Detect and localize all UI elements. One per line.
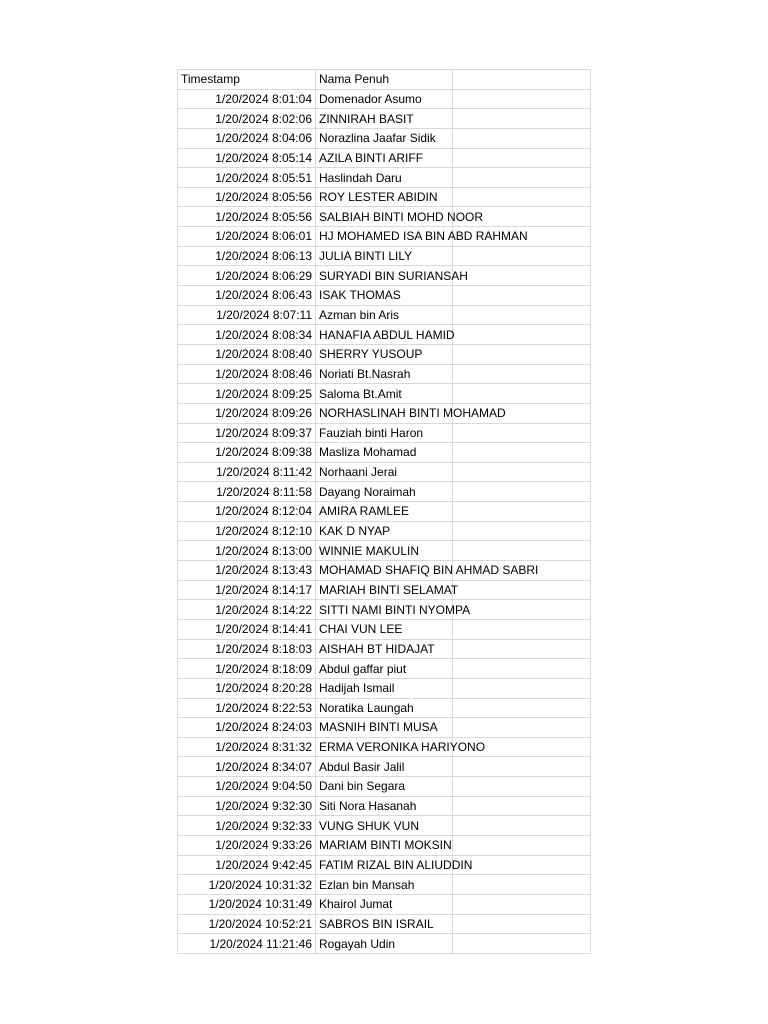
name-cell: Haslindah Daru bbox=[316, 168, 453, 188]
name-cell: Hadijah Ismail bbox=[316, 678, 453, 698]
empty-cell bbox=[453, 894, 591, 914]
timestamp-cell: 1/20/2024 8:07:11 bbox=[178, 305, 316, 325]
timestamp-cell: 1/20/2024 8:11:42 bbox=[178, 462, 316, 482]
timestamp-cell: 1/20/2024 8:24:03 bbox=[178, 718, 316, 738]
timestamp-cell: 1/20/2024 8:06:13 bbox=[178, 246, 316, 266]
empty-cell bbox=[453, 541, 591, 561]
empty-cell bbox=[453, 89, 591, 109]
name-cell: Noriati Bt.Nasrah bbox=[316, 364, 453, 384]
table-row bbox=[178, 619, 591, 639]
timestamp-cell: 1/20/2024 8:11:58 bbox=[178, 482, 316, 502]
empty-cell bbox=[453, 698, 591, 718]
table-row bbox=[178, 423, 591, 443]
empty-cell bbox=[453, 934, 591, 954]
table-row bbox=[178, 639, 591, 659]
timestamp-cell: 1/20/2024 11:21:46 bbox=[178, 934, 316, 954]
timestamp-cell: 1/20/2024 8:13:00 bbox=[178, 541, 316, 561]
table-row bbox=[178, 698, 591, 718]
name-cell: ISAK THOMAS bbox=[316, 286, 453, 306]
timestamp-cell: 1/20/2024 8:14:17 bbox=[178, 580, 316, 600]
name-cell: Dayang Noraimah bbox=[316, 482, 453, 502]
timestamp-cell: 1/20/2024 9:32:33 bbox=[178, 816, 316, 836]
name-cell: SHERRY YUSOUP bbox=[316, 344, 453, 364]
name-cell: Saloma Bt.Amit bbox=[316, 384, 453, 404]
table-row bbox=[178, 344, 591, 364]
empty-cell bbox=[453, 286, 591, 306]
table-row bbox=[178, 934, 591, 954]
table-row bbox=[178, 148, 591, 168]
table-row bbox=[178, 894, 591, 914]
table-row bbox=[178, 521, 591, 541]
name-cell: CHAI VUN LEE bbox=[316, 619, 453, 639]
table-row bbox=[178, 109, 591, 129]
timestamp-cell: 1/20/2024 9:42:45 bbox=[178, 855, 316, 875]
timestamp-cell: 1/20/2024 8:18:09 bbox=[178, 659, 316, 679]
table-row bbox=[178, 600, 591, 620]
empty-cell bbox=[453, 109, 591, 129]
timestamp-cell: 1/20/2024 8:06:29 bbox=[178, 266, 316, 286]
name-cell: Khairol Jumat bbox=[316, 894, 453, 914]
name-cell: NORHASLINAH BINTI MOHAMAD bbox=[316, 403, 453, 423]
table-row bbox=[178, 443, 591, 463]
table-row bbox=[178, 227, 591, 247]
timestamp-cell: 1/20/2024 8:08:40 bbox=[178, 344, 316, 364]
empty-cell bbox=[453, 600, 591, 620]
timestamp-cell: 1/20/2024 8:06:43 bbox=[178, 286, 316, 306]
name-cell: Norazlina Jaafar Sidik bbox=[316, 128, 453, 148]
name-cell: Noratika Laungah bbox=[316, 698, 453, 718]
name-cell: WINNIE MAKULIN bbox=[316, 541, 453, 561]
empty-cell bbox=[453, 718, 591, 738]
table-row bbox=[178, 403, 591, 423]
empty-cell bbox=[453, 482, 591, 502]
table-row bbox=[178, 718, 591, 738]
name-cell: AZILA BINTI ARIFF bbox=[316, 148, 453, 168]
timestamp-cell: 1/20/2024 8:12:10 bbox=[178, 521, 316, 541]
empty-cell bbox=[453, 659, 591, 679]
table-row bbox=[178, 168, 591, 188]
table-row bbox=[178, 777, 591, 797]
header-row bbox=[178, 70, 591, 90]
table-body bbox=[178, 70, 591, 954]
timestamp-cell: 1/20/2024 8:05:14 bbox=[178, 148, 316, 168]
empty-cell bbox=[453, 678, 591, 698]
empty-cell bbox=[453, 246, 591, 266]
table-row bbox=[178, 502, 591, 522]
empty-cell bbox=[453, 835, 591, 855]
timestamp-cell: 1/20/2024 9:32:30 bbox=[178, 796, 316, 816]
name-cell: Domenador Asumo bbox=[316, 89, 453, 109]
empty-cell bbox=[453, 384, 591, 404]
timestamp-cell: 1/20/2024 8:08:46 bbox=[178, 364, 316, 384]
table-row bbox=[178, 541, 591, 561]
table-row bbox=[178, 796, 591, 816]
name-cell: SITTI NAMI BINTI NYOMPA bbox=[316, 600, 453, 620]
empty-cell bbox=[453, 423, 591, 443]
name-cell: ERMA VERONIKA HARIYONO bbox=[316, 737, 453, 757]
timestamp-cell: 1/20/2024 8:08:34 bbox=[178, 325, 316, 345]
timestamp-cell: 1/20/2024 8:09:26 bbox=[178, 403, 316, 423]
timestamp-cell: 1/20/2024 8:09:37 bbox=[178, 423, 316, 443]
name-cell: SURYADI BIN SURIANSAH bbox=[316, 266, 453, 286]
name-cell: SABROS BIN ISRAIL bbox=[316, 914, 453, 934]
spreadsheet-table bbox=[177, 69, 591, 954]
empty-cell bbox=[453, 639, 591, 659]
empty-cell bbox=[453, 344, 591, 364]
name-cell: VUNG SHUK VUN bbox=[316, 816, 453, 836]
timestamp-cell: 1/20/2024 8:12:04 bbox=[178, 502, 316, 522]
empty-cell bbox=[453, 266, 591, 286]
timestamp-cell: 1/20/2024 8:01:04 bbox=[178, 89, 316, 109]
name-cell: HJ MOHAMED ISA BIN ABD RAHMAN bbox=[316, 227, 453, 247]
empty-cell bbox=[453, 914, 591, 934]
timestamp-cell: 1/20/2024 8:14:41 bbox=[178, 619, 316, 639]
table-row bbox=[178, 855, 591, 875]
timestamp-cell: 1/20/2024 8:18:03 bbox=[178, 639, 316, 659]
table-row bbox=[178, 580, 591, 600]
table-row bbox=[178, 286, 591, 306]
name-cell: Ezlan bin Mansah bbox=[316, 875, 453, 895]
name-cell: Siti Nora Hasanah bbox=[316, 796, 453, 816]
timestamp-cell: 1/20/2024 8:09:38 bbox=[178, 443, 316, 463]
empty-cell bbox=[453, 305, 591, 325]
table-row bbox=[178, 561, 591, 581]
header-name: Nama Penuh bbox=[316, 70, 453, 90]
empty-cell bbox=[453, 855, 591, 875]
timestamp-cell: 1/20/2024 8:09:25 bbox=[178, 384, 316, 404]
table-row bbox=[178, 89, 591, 109]
timestamp-cell: 1/20/2024 8:05:56 bbox=[178, 187, 316, 207]
table-row bbox=[178, 128, 591, 148]
timestamp-cell: 1/20/2024 8:06:01 bbox=[178, 227, 316, 247]
table-row bbox=[178, 266, 591, 286]
table-row bbox=[178, 757, 591, 777]
timestamp-cell: 1/20/2024 8:05:56 bbox=[178, 207, 316, 227]
name-cell: MASNIH BINTI MUSA bbox=[316, 718, 453, 738]
table-row bbox=[178, 325, 591, 345]
name-cell: SALBIAH BINTI MOHD NOOR bbox=[316, 207, 453, 227]
empty-cell bbox=[453, 796, 591, 816]
name-cell: Abdul Basir Jalil bbox=[316, 757, 453, 777]
name-cell: ZINNIRAH BASIT bbox=[316, 109, 453, 129]
table-row bbox=[178, 678, 591, 698]
timestamp-cell: 1/20/2024 8:05:51 bbox=[178, 168, 316, 188]
timestamp-cell: 1/20/2024 8:31:32 bbox=[178, 737, 316, 757]
table-row bbox=[178, 305, 591, 325]
name-cell: ROY LESTER ABIDIN bbox=[316, 187, 453, 207]
name-cell: MARIAM BINTI MOKSIN bbox=[316, 835, 453, 855]
empty-cell bbox=[453, 777, 591, 797]
name-cell: FATIM RIZAL BIN ALIUDDIN bbox=[316, 855, 453, 875]
table-row bbox=[178, 384, 591, 404]
empty-cell bbox=[453, 168, 591, 188]
table-row bbox=[178, 207, 591, 227]
empty-cell bbox=[453, 502, 591, 522]
empty-cell bbox=[453, 757, 591, 777]
empty-cell bbox=[453, 580, 591, 600]
table-row bbox=[178, 737, 591, 757]
empty-cell bbox=[453, 521, 591, 541]
timestamp-cell: 1/20/2024 10:31:32 bbox=[178, 875, 316, 895]
timestamp-cell: 1/20/2024 8:14:22 bbox=[178, 600, 316, 620]
header-empty-cell bbox=[453, 70, 591, 90]
timestamp-cell: 1/20/2024 10:31:49 bbox=[178, 894, 316, 914]
empty-cell bbox=[453, 187, 591, 207]
name-cell: MOHAMAD SHAFIQ BIN AHMAD SABRI bbox=[316, 561, 453, 581]
table-row bbox=[178, 659, 591, 679]
timestamp-cell: 1/20/2024 8:34:07 bbox=[178, 757, 316, 777]
empty-cell bbox=[453, 816, 591, 836]
table-row bbox=[178, 482, 591, 502]
table-row bbox=[178, 816, 591, 836]
name-cell: Fauziah binti Haron bbox=[316, 423, 453, 443]
name-cell: Norhaani Jerai bbox=[316, 462, 453, 482]
timestamp-cell: 1/20/2024 8:22:53 bbox=[178, 698, 316, 718]
name-cell: MARIAH BINTI SELAMAT bbox=[316, 580, 453, 600]
empty-cell bbox=[453, 325, 591, 345]
empty-cell bbox=[453, 619, 591, 639]
timestamp-cell: 1/20/2024 8:20:28 bbox=[178, 678, 316, 698]
table-row bbox=[178, 246, 591, 266]
name-cell: Azman bin Aris bbox=[316, 305, 453, 325]
empty-cell bbox=[453, 875, 591, 895]
header-timestamp: Timestamp bbox=[178, 70, 316, 90]
empty-cell bbox=[453, 148, 591, 168]
table-row bbox=[178, 187, 591, 207]
name-cell: KAK D NYAP bbox=[316, 521, 453, 541]
empty-cell bbox=[453, 128, 591, 148]
name-cell: JULIA BINTI LILY bbox=[316, 246, 453, 266]
empty-cell bbox=[453, 462, 591, 482]
timestamp-cell: 1/20/2024 8:13:43 bbox=[178, 561, 316, 581]
table-row bbox=[178, 364, 591, 384]
table-row bbox=[178, 875, 591, 895]
name-cell: Abdul gaffar piut bbox=[316, 659, 453, 679]
timestamp-cell: 1/20/2024 9:33:26 bbox=[178, 835, 316, 855]
timestamp-cell: 1/20/2024 9:04:50 bbox=[178, 777, 316, 797]
name-cell: Dani bin Segara bbox=[316, 777, 453, 797]
empty-cell bbox=[453, 443, 591, 463]
timestamp-cell: 1/20/2024 8:04:06 bbox=[178, 128, 316, 148]
table-row bbox=[178, 914, 591, 934]
table-row bbox=[178, 462, 591, 482]
name-cell: HANAFIA ABDUL HAMID bbox=[316, 325, 453, 345]
table-row bbox=[178, 835, 591, 855]
empty-cell bbox=[453, 364, 591, 384]
timestamp-cell: 1/20/2024 8:02:06 bbox=[178, 109, 316, 129]
name-cell: Masliza Mohamad bbox=[316, 443, 453, 463]
name-cell: AISHAH BT HIDAJAT bbox=[316, 639, 453, 659]
name-cell: Rogayah Udin bbox=[316, 934, 453, 954]
name-cell: AMIRA RAMLEE bbox=[316, 502, 453, 522]
timestamp-cell: 1/20/2024 10:52:21 bbox=[178, 914, 316, 934]
